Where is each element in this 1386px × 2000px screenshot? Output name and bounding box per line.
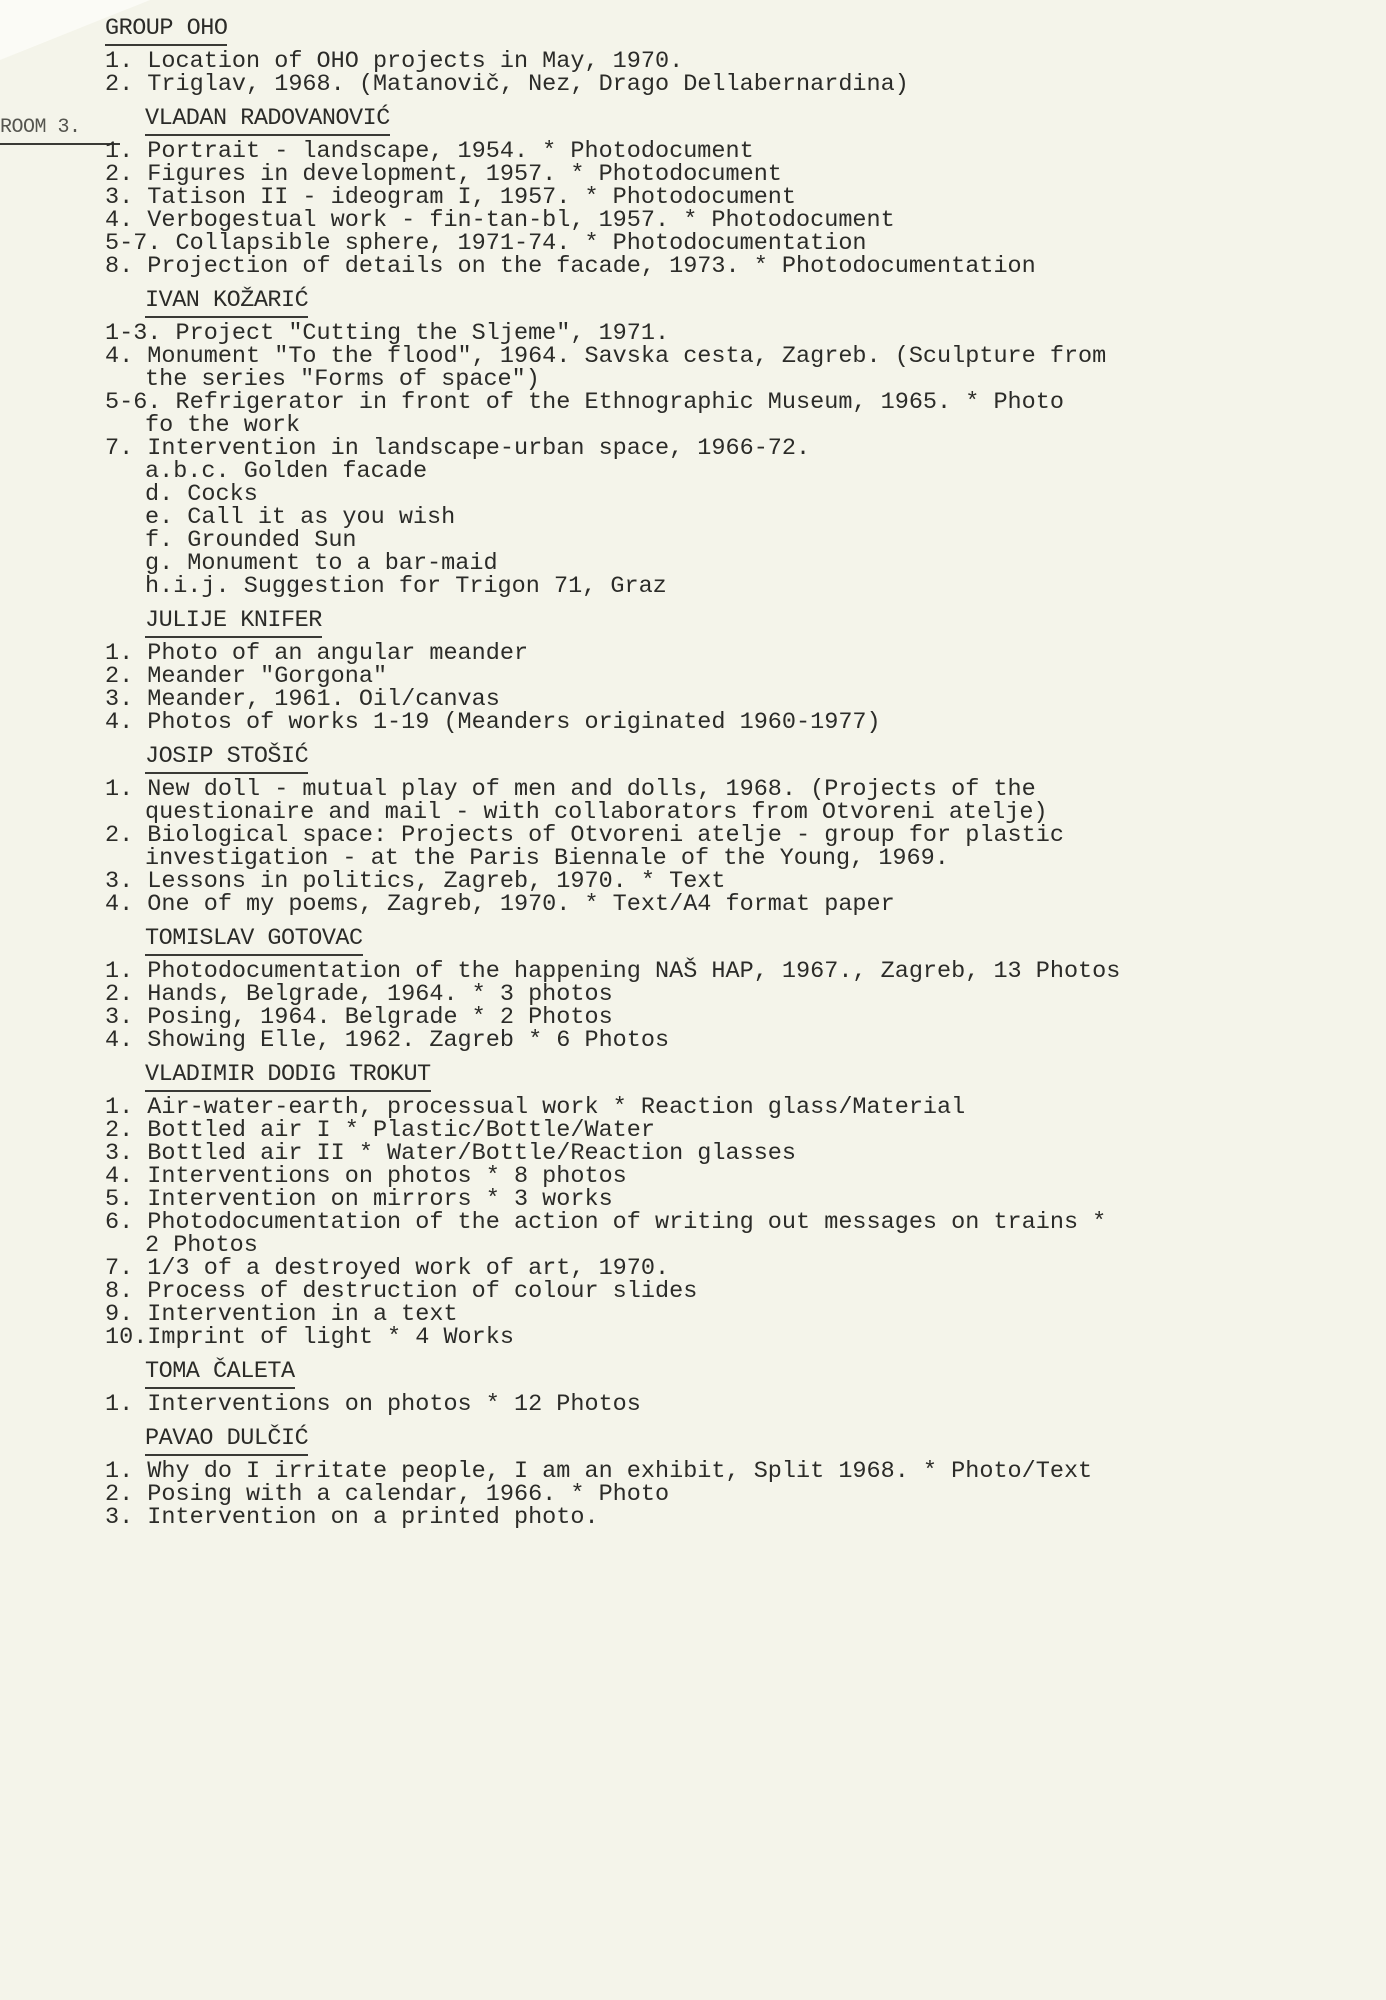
artist-section: [105, 609, 1385, 734]
section-heading-text: VLADIMIR DODIG TROKUT: [145, 1061, 431, 1092]
list-item-continuation: 2 Photos: [145, 1232, 258, 1259]
list-item: 4. Verbogestual work - fin-tan-bl, 1957. * Photodocument: [105, 207, 895, 234]
artist-section: [105, 1063, 1385, 1349]
list-item: 2. Posing with a calendar, 1966. * Photo: [105, 1481, 670, 1508]
list-item: 2. Bottled air I * Plastic/Bottle/Water: [105, 1117, 655, 1144]
section-heading: [105, 17, 1385, 40]
list-item: 3. Bottled air II * Water/Bottle/Reaction glasses: [105, 1140, 797, 1167]
section-heading-text: VLADAN RADOVANOVIĆ: [145, 105, 390, 136]
artist-section: [105, 17, 1385, 96]
list-item: 5-6. Refrigerator in front of the Ethnographic Museum, 1965. * Photo: [105, 389, 1064, 416]
list-item: 1. Portrait - landscape, 1954. * Photodocument: [105, 138, 754, 165]
list-item: 3. Meander, 1961. Oil/canvas: [105, 686, 500, 713]
section-heading: [145, 107, 1385, 130]
list-item-continuation: e. Call it as you wish: [145, 504, 456, 531]
section-heading-text: JOSIP STOŠIĆ: [145, 743, 308, 774]
list-item-continuation: the series "Forms of space"): [145, 366, 540, 393]
section-heading-text: GROUP OHO: [105, 15, 227, 46]
section-heading: [145, 609, 1385, 632]
list-item: 5. Intervention on mirrors * 3 works: [105, 1186, 613, 1213]
section-heading: [145, 1063, 1385, 1086]
section-heading-text: IVAN KOŽARIĆ: [145, 287, 308, 318]
list-item-continuation: f. Grounded Sun: [145, 527, 357, 554]
artist-section: [105, 289, 1385, 598]
section-heading: [145, 927, 1385, 950]
list-item: 1. New doll - mutual play of men and dolls, 1968. (Projects of the: [105, 776, 1036, 803]
list-item: 8. Process of destruction of colour slides: [105, 1278, 698, 1305]
list-item: 5-7. Collapsible sphere, 1971-74. * Photodocumentation: [105, 230, 867, 257]
list-item: 1. Why do I irritate people, I am an exhibit, Split 1968. * Photo/Text: [105, 1458, 1093, 1485]
list-item: 6. Photodocumentation of the action of writing out messages on trains *: [105, 1209, 1107, 1236]
room-label: ROOM 3.: [0, 116, 120, 145]
document-body: [105, 17, 1385, 1529]
list-item: 2. Hands, Belgrade, 1964. * 3 photos: [105, 981, 613, 1008]
list-item: 2. Triglav, 1968. (Matanovič, Nez, Drago Dellabernardina): [105, 71, 909, 98]
list-item: 3. Tatison II - ideogram I, 1957. * Photodocument: [105, 184, 797, 211]
list-item-continuation: d. Cocks: [145, 481, 258, 508]
list-item: 1. Interventions on photos * 12 Photos: [105, 1391, 641, 1418]
list-item: 1. Photodocumentation of the happening NAŠ HAP, 1967., Zagreb, 13 Photos: [105, 958, 1121, 985]
list-item: 2. Figures in development, 1957. * Photodocument: [105, 161, 782, 188]
list-item: 4. Photos of works 1-19 (Meanders originated 1960-1977): [105, 709, 881, 736]
artist-section: [105, 107, 1385, 278]
artist-section: [105, 1427, 1385, 1529]
list-item: 3. Lessons in politics, Zagreb, 1970. * Text: [105, 868, 726, 895]
section-heading: [145, 289, 1385, 312]
list-item-continuation: a.b.c. Golden facade: [145, 458, 428, 485]
list-item: 2. Biological space: Projects of Otvoreni atelje - group for plastic: [105, 822, 1064, 849]
list-item: 7. Intervention in landscape-urban space, 1966-72.: [105, 435, 811, 462]
section-heading: [145, 1427, 1385, 1450]
list-item: 3. Intervention on a printed photo.: [105, 1504, 599, 1531]
section-heading: [145, 1360, 1385, 1383]
list-item: 1. Air-water-earth, processual work * Reaction glass/Material: [105, 1094, 966, 1121]
list-item: 8. Projection of details on the facade, 1973. * Photodocumentation: [105, 253, 1036, 280]
artist-section: [105, 1360, 1385, 1416]
artist-section: [105, 745, 1385, 916]
list-item-continuation: g. Monument to a bar-maid: [145, 550, 498, 577]
list-item: 4. Interventions on photos * 8 photos: [105, 1163, 627, 1190]
section-heading-text: TOMISLAV GOTOVAC: [145, 925, 363, 956]
list-item: 1. Location of OHO projects in May, 1970.: [105, 48, 684, 75]
section-heading: [145, 745, 1385, 768]
list-item-continuation: investigation - at the Paris Biennale of the Young, 1969.: [145, 845, 949, 872]
section-heading-text: PAVAO DULČIĆ: [145, 1425, 308, 1456]
list-item: 4. One of my poems, Zagreb, 1970. * Text/A4 format paper: [105, 891, 895, 918]
section-heading-text: JULIJE KNIFER: [145, 607, 322, 638]
list-item-continuation: questionaire and mail - with collaborators from Otvoreni atelje): [145, 799, 1048, 826]
list-item: 10.Imprint of light * 4 Works: [105, 1324, 514, 1351]
list-item: 7. 1/3 of a destroyed work of art, 1970.: [105, 1255, 670, 1282]
list-item: 1-3. Project "Cutting the Sljeme", 1971.: [105, 320, 670, 347]
artist-section: [105, 927, 1385, 1052]
list-item-continuation: fo the work: [145, 412, 301, 439]
list-item: 9. Intervention in a text: [105, 1301, 458, 1328]
list-item: 2. Meander "Gorgona": [105, 663, 388, 690]
section-heading-text: TOMA ČALETA: [145, 1358, 295, 1389]
list-item: 4. Showing Elle, 1962. Zagreb * 6 Photos: [105, 1027, 670, 1054]
list-item-continuation: h.i.j. Suggestion for Trigon 71, Graz: [145, 573, 667, 600]
list-item: 4. Monument "To the flood", 1964. Savska cesta, Zagreb. (Sculpture from: [105, 343, 1107, 370]
list-item: 3. Posing, 1964. Belgrade * 2 Photos: [105, 1004, 613, 1031]
list-item: 1. Photo of an angular meander: [105, 640, 529, 667]
